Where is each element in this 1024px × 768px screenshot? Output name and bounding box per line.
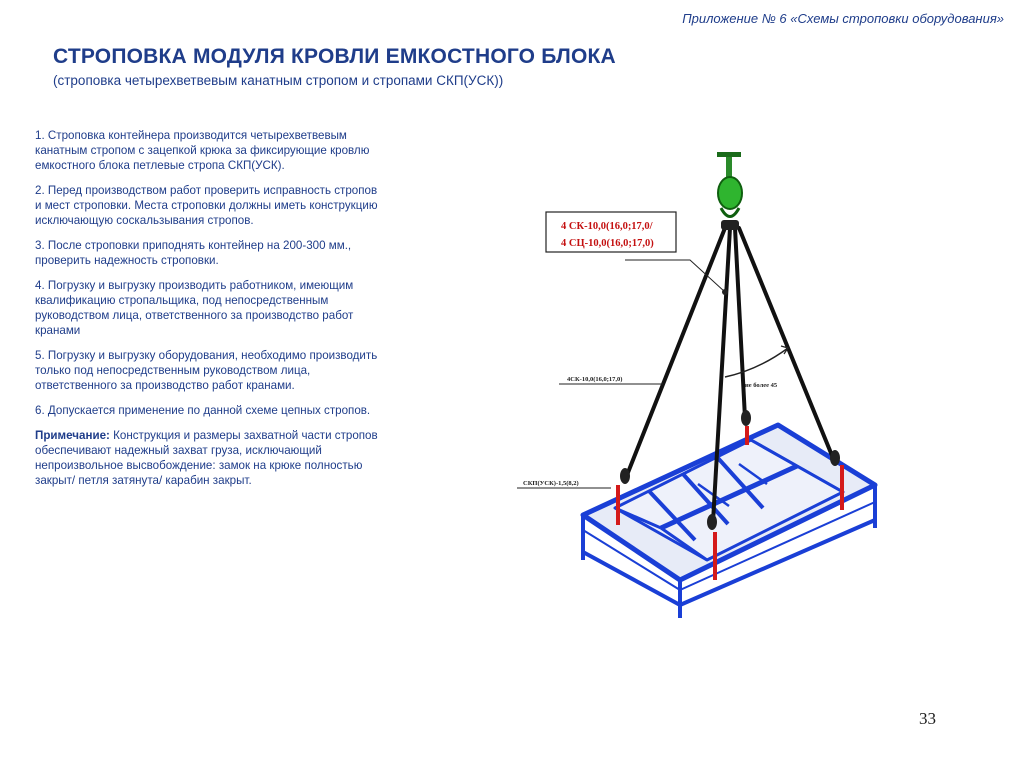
angle-arc [725, 348, 788, 377]
rigging-diagram [505, 140, 915, 620]
note [35, 428, 380, 488]
instruction-item: 1. Строповка контейнера производится четырехветвевым канатным стропом с зацепкой крюка за фиксирующие кровлю емкостного блока петлевые стропа СКП(УСК). [35, 129, 370, 172]
instruction-item: 6. Допускается применение по данной схеме цепных стропов. [35, 404, 371, 417]
instruction-item: 2. Перед производством работ проверить исправность стропов и мест строповки. Места строповки должны иметь конструкцию исключающую соскальзывания стропов. [35, 184, 378, 227]
skp-label: СКП(УСК)-1,5(8,2) [523, 480, 579, 487]
page-title: СТРОПОВКА МОДУЛЯ КРОВЛИ ЕМКОСТНОГО БЛОКА [53, 45, 616, 68]
callout-dot [722, 289, 728, 295]
appendix-reference: Приложение № 6 «Схемы строповки оборудования» [682, 11, 1004, 26]
note-label: Примечание: [35, 429, 110, 442]
callout-line-2: 4 СЦ-10,0(16,0;17,0) [561, 238, 654, 249]
callout-line-1: 4 СК-10,0(16,0;17,0/ [561, 221, 653, 232]
page-subtitle: (строповка четырехветвевым канатным стропом и стропами СКП(УСК)) [53, 73, 504, 88]
angle-label: не более 45 [745, 382, 778, 389]
note-text: Конструкция и размеры захватной части стропов обеспечивают надежный захват груза, исключающий непроизвольное высвобождение: замок на крюке полностью закрыт/ петля затянута/ карабин закрыт. [35, 429, 378, 487]
sling-label: 4СК-10,0(16,0;17,0) [567, 376, 623, 383]
instruction-item: 5. Погрузку и выгрузку оборудования, необходимо производить только под непосредственным руководством лица, ответственного за производство работ кранами. [35, 349, 378, 392]
instructions-list [35, 128, 380, 498]
instruction-item: 3. После строповки приподнять контейнер на 200-300 мм., проверить надежность строповки. [35, 239, 352, 267]
instruction-item: 4. Погрузку и выгрузку производить работником, имеющим квалификацию стропальщика, под непосредственным руководством лица, ответственного за производство работ кранами [35, 279, 354, 337]
page-number: 33 [919, 709, 936, 728]
crane-hook-icon [717, 152, 742, 230]
